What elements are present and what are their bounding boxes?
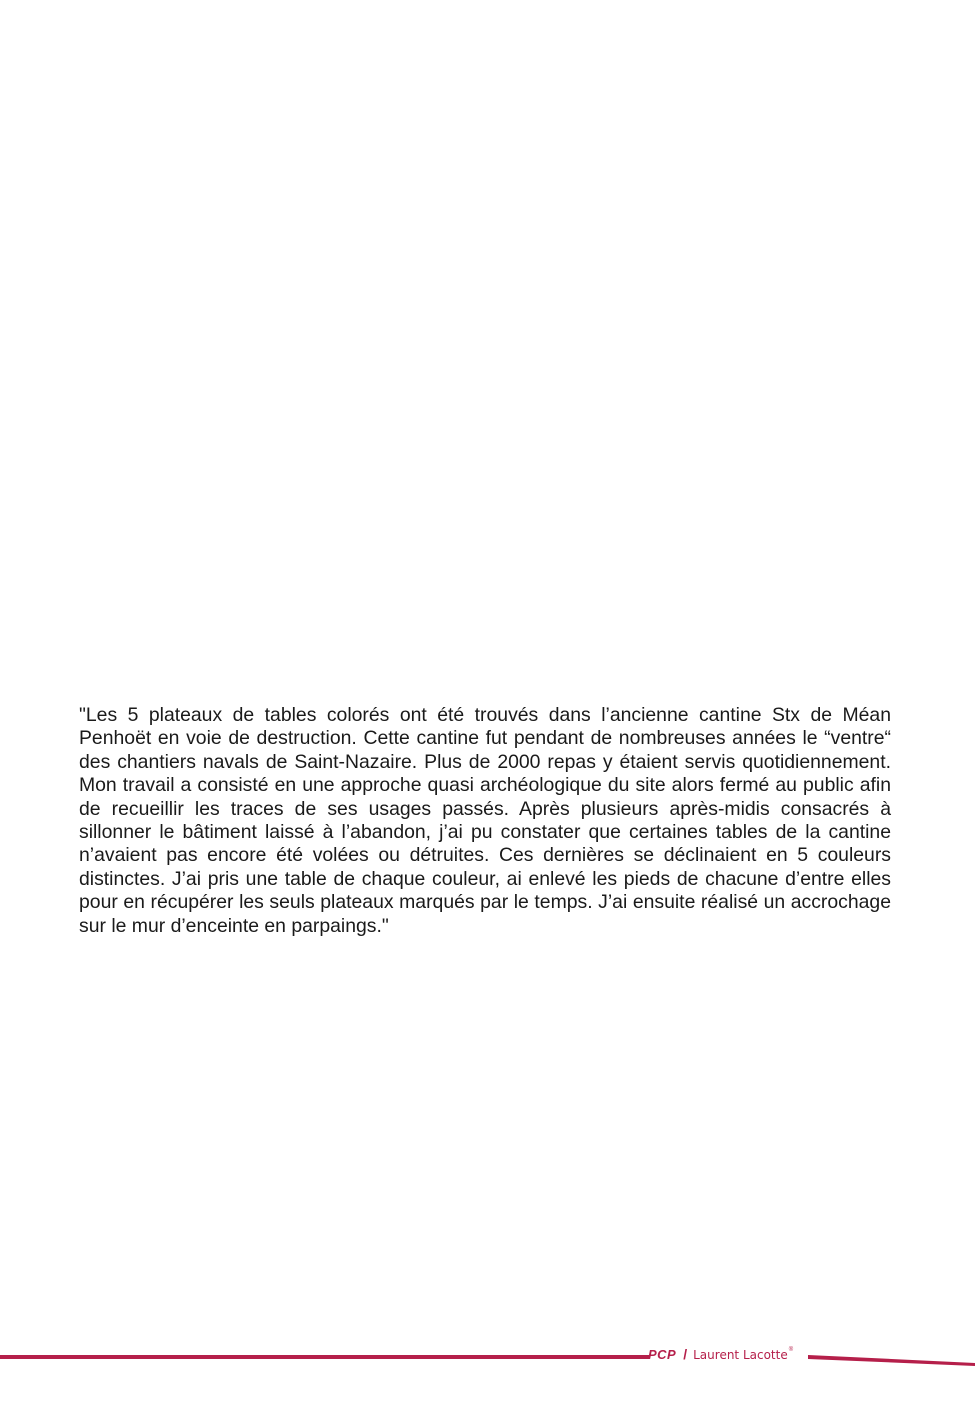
footer-rule-right: [808, 1354, 975, 1368]
artist-statement: "Les 5 plateaux de tables colorés ont été trouvés dans l’ancienne cantine Stx de Méan Penhoët en voie de destruction. Cette cantine fut pendant de nombreuses années le “ventre“ des chantiers navals de Saint-Nazaire. Plus de 2000 repas y étaient servis quotidiennement. Mon travail a consisté en une approche quasi archéologique du site alors fermé au public afin de recueillir les traces de ses usages passés. Après plusieurs après-midis consacrés à sillonner le bâtiment laissé à l’abandon, j’ai pu constater que certaines tables de la cantine n’avaient pas encore été volées ou détruites. Ces dernières se déclinaient en 5 couleurs distinctes. J’ai pris une table de chaque couleur, ai enlevé les pieds de chacune d’entre elles pour en récupérer les seuls plateaux marqués par le temps. J’ai ensuite réalisé un accrochage sur le mur d’enceinte en parpaings.": [79, 704, 891, 937]
author-name: Laurent Lacotte: [693, 1348, 788, 1362]
brand-signature: [648, 1346, 793, 1366]
pcp-logo: PCP: [648, 1347, 677, 1362]
brand-separator: /: [683, 1346, 688, 1362]
registered-mark: ®: [788, 1347, 794, 1353]
footer-rule-left: [0, 1355, 650, 1359]
footer: [0, 1340, 975, 1380]
